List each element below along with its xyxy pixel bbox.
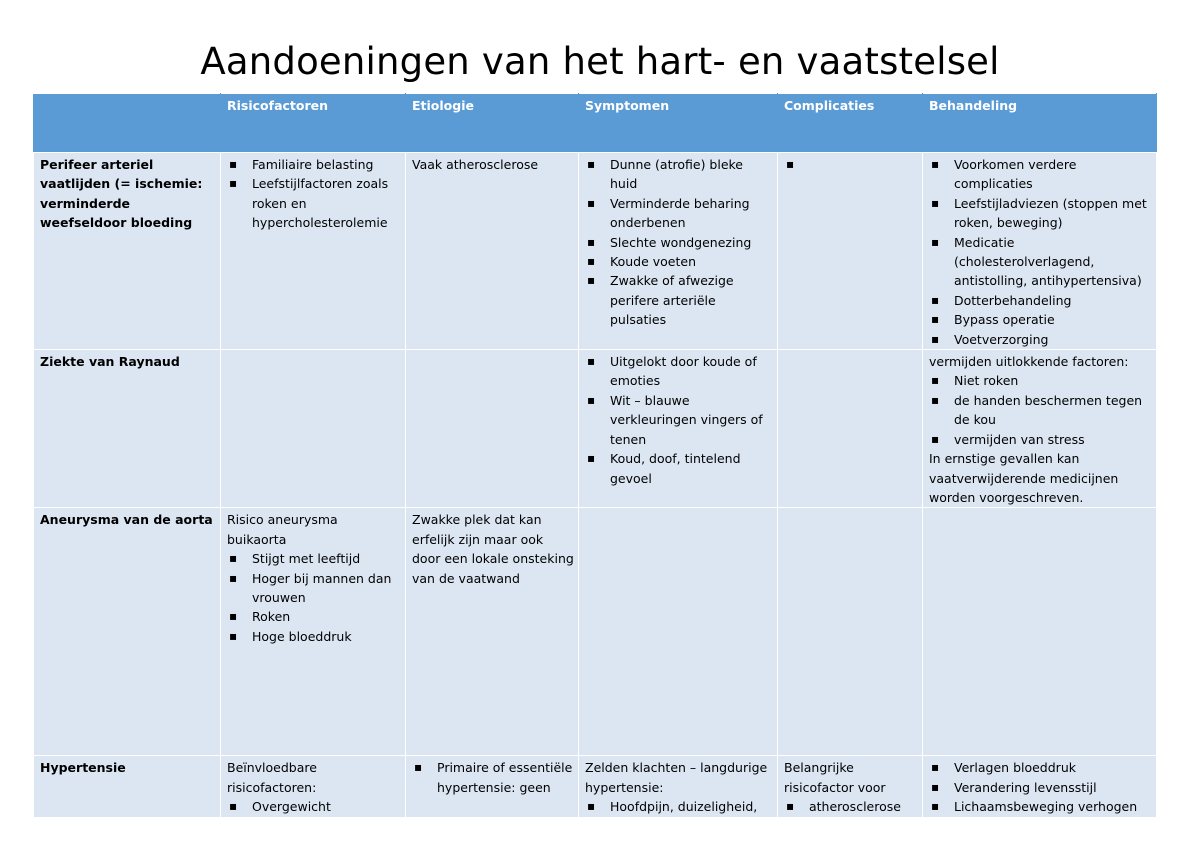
list-item: ▪ Leefstijlfactoren zoals roken en hypercholesterolemie [227, 174, 401, 232]
disease-name: Hypertensie [34, 756, 221, 817]
cell-risicofactoren [221, 756, 406, 817]
list-item: ▪ Verlagen bloeddruk [929, 758, 1152, 777]
cell-symptomen [579, 350, 778, 508]
table-row [34, 350, 1157, 508]
cell-intro: Beïnvloedbare risicofactoren: [227, 760, 317, 795]
cell-symptomen [579, 508, 778, 756]
list-item: ▪ Medicatie (cholesterolverlagend, antistolling, antihypertensiva) [929, 233, 1152, 291]
cell-behandeling [923, 350, 1157, 508]
cell-behandeling [923, 756, 1157, 817]
cell-risicofactoren [221, 508, 406, 756]
list-item: ▪ Hoofdpijn, duizeligheid, [585, 797, 773, 816]
list-item: ▪ Voorkomen verdere complicaties [929, 155, 1152, 194]
list-item: ▪ Niet roken [929, 371, 1152, 390]
list-item: ▪ Familiaire belasting [227, 155, 401, 174]
list-item: ▪ Verminderde beharing onderbenen [585, 194, 773, 233]
cell-etiologie [406, 508, 579, 756]
cell-risicofactoren [221, 153, 406, 350]
list-item: ▪ Voetverzorging [929, 330, 1152, 349]
list-item: ▪ Koud, doof, tintelend gevoel [585, 449, 773, 488]
disease-table [33, 93, 1157, 818]
disease-name: Perifeer arteriel vaatlijden (= ischemie: verminderde weefseldoor bloeding [34, 153, 221, 350]
header-risicofactoren: Risicofactoren [221, 94, 406, 153]
cell-outro: In ernstige gevallen kan vaatverwijderende medicijnen worden voorgeschreven. [929, 451, 1119, 505]
cell-intro: Zelden klachten – langdurige hypertensie: [585, 760, 768, 795]
cell-complicaties [778, 153, 923, 350]
cell-intro: Belangrijke risicofactor voor [784, 760, 886, 795]
disease-name: Ziekte van Raynaud [34, 350, 221, 508]
cell-symptomen [579, 153, 778, 350]
cell-etiologie [406, 756, 579, 817]
header-empty [34, 94, 221, 153]
disease-name: Aneurysma van de aorta [34, 508, 221, 756]
table-row [34, 508, 1157, 756]
header-complicaties: Complicaties [778, 94, 923, 153]
list-item: ▪ Stijgt met leeftijd [227, 549, 401, 568]
cell-risicofactoren [221, 350, 406, 508]
cell-symptomen [579, 756, 778, 817]
cell-behandeling [923, 508, 1157, 756]
cell-complicaties [778, 508, 923, 756]
header-etiologie: Etiologie [406, 94, 579, 153]
cell-intro: Risico aneurysma buikaorta [227, 512, 338, 547]
list-item: ▪ de handen beschermen tegen de kou [929, 391, 1152, 430]
header-behandeling: Behandeling [923, 94, 1157, 153]
list-item: ▪ Primaire of essentiële hypertensie: geen [412, 758, 574, 797]
cell-complicaties [778, 350, 923, 508]
list-item: ▪ Slechte wondgenezing [585, 233, 773, 252]
cell-text: Vaak atherosclerose [412, 157, 539, 172]
page-title: Aandoeningen van het hart- en vaatstelsel [200, 40, 1000, 83]
list-item: ▪ Dunne (atrofie) bleke huid [585, 155, 773, 194]
list-item: ▪ Verandering levensstijl [929, 778, 1152, 797]
list-item: ▪ Koude voeten [585, 252, 773, 271]
cell-behandeling [923, 153, 1157, 350]
list-item: ▪ Leefstijladviezen (stoppen met roken, beweging) [929, 194, 1152, 233]
list-item: ▪ atherosclerose [784, 797, 918, 816]
table-row [34, 153, 1157, 350]
cell-etiologie [406, 350, 579, 508]
list-item: ▪ Bypass operatie [929, 310, 1152, 329]
list-item: ▪ Wit – blauwe verkleuringen vingers of tenen [585, 391, 773, 449]
list-item: ▪ Zwakke of afwezige perifere arteriële pulsaties [585, 271, 773, 329]
table-row [34, 756, 1157, 817]
list-item: ▪ Uitgelokt door koude of emoties [585, 352, 773, 391]
cell-intro: vermijden uitlokkende factoren: [929, 354, 1129, 370]
list-item: ▪ Lichaamsbeweging verhogen [929, 797, 1152, 816]
header-row [34, 94, 1157, 153]
cell-etiologie [406, 153, 579, 350]
cell-complicaties [778, 756, 923, 817]
list-item: ▪ Overgewicht [227, 797, 401, 816]
list-item: ▪ vermijden van stress [929, 430, 1152, 449]
cell-text: Zwakke plek dat kan erfelijk zijn maar ook door een lokale onsteking van de vaatwand [412, 512, 574, 586]
list-item: ▪ Roken [227, 607, 401, 626]
list-item: ▪ Hoge bloeddruk [227, 627, 401, 646]
list-item: ▪ Hoger bij mannen dan vrouwen [227, 569, 401, 608]
list-item: ▪ Dotterbehandeling [929, 291, 1152, 310]
header-symptomen: Symptomen [579, 94, 778, 153]
